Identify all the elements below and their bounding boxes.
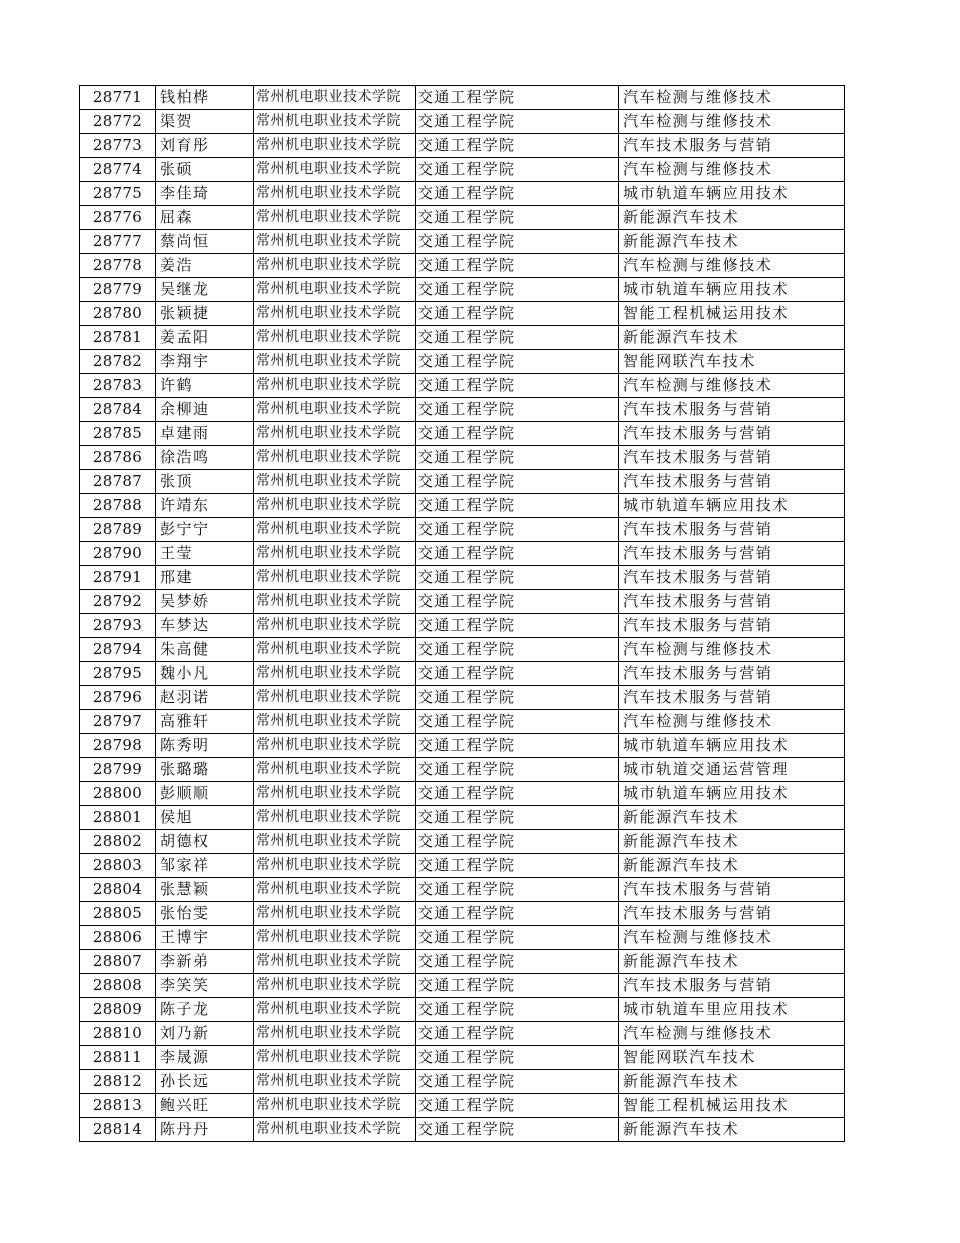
table-row	[80, 950, 845, 974]
table-row	[80, 134, 845, 158]
student-id-cell: 28802	[80, 830, 156, 854]
college-cell: 交通工程学院	[416, 758, 619, 782]
student-name-cell: 张顶	[156, 470, 254, 494]
college-cell: 交通工程学院	[416, 638, 619, 662]
college-cell: 交通工程学院	[416, 86, 619, 110]
student-name-cell: 蔡尚恒	[156, 230, 254, 254]
major-cell: 城市轨道车辆应用技术	[619, 278, 845, 302]
student-name-cell: 高雅轩	[156, 710, 254, 734]
student-name-cell: 邹家祥	[156, 854, 254, 878]
school-cell: 常州机电职业技术学院	[254, 182, 416, 206]
college-cell: 交通工程学院	[416, 326, 619, 350]
student-id-cell: 28792	[80, 590, 156, 614]
major-cell: 汽车检测与维修技术	[619, 254, 845, 278]
school-cell: 常州机电职业技术学院	[254, 926, 416, 950]
school-cell: 常州机电职业技术学院	[254, 494, 416, 518]
college-cell: 交通工程学院	[416, 206, 619, 230]
student-id-cell: 28790	[80, 542, 156, 566]
college-cell: 交通工程学院	[416, 398, 619, 422]
major-cell: 新能源汽车技术	[619, 1118, 845, 1142]
student-name-cell: 邢建	[156, 566, 254, 590]
college-cell: 交通工程学院	[416, 782, 619, 806]
major-cell: 新能源汽车技术	[619, 806, 845, 830]
college-cell: 交通工程学院	[416, 470, 619, 494]
major-cell: 汽车技术服务与营销	[619, 686, 845, 710]
table-row	[80, 446, 845, 470]
major-cell: 汽车检测与维修技术	[619, 158, 845, 182]
college-cell: 交通工程学院	[416, 902, 619, 926]
student-id-cell: 28795	[80, 662, 156, 686]
table-row	[80, 566, 845, 590]
college-cell: 交通工程学院	[416, 1070, 619, 1094]
student-id-cell: 28773	[80, 134, 156, 158]
school-cell: 常州机电职业技术学院	[254, 782, 416, 806]
college-cell: 交通工程学院	[416, 974, 619, 998]
major-cell: 汽车检测与维修技术	[619, 110, 845, 134]
student-roster-table	[79, 85, 845, 1142]
college-cell: 交通工程学院	[416, 230, 619, 254]
school-cell: 常州机电职业技术学院	[254, 134, 416, 158]
table-row	[80, 278, 845, 302]
college-cell: 交通工程学院	[416, 494, 619, 518]
school-cell: 常州机电职业技术学院	[254, 326, 416, 350]
major-cell: 汽车技术服务与营销	[619, 590, 845, 614]
major-cell: 新能源汽车技术	[619, 326, 845, 350]
student-id-cell: 28782	[80, 350, 156, 374]
student-id-cell: 28812	[80, 1070, 156, 1094]
school-cell: 常州机电职业技术学院	[254, 158, 416, 182]
student-id-cell: 28813	[80, 1094, 156, 1118]
major-cell: 汽车技术服务与营销	[619, 902, 845, 926]
student-id-cell: 28776	[80, 206, 156, 230]
student-id-cell: 28785	[80, 422, 156, 446]
student-id-cell: 28805	[80, 902, 156, 926]
student-id-cell: 28809	[80, 998, 156, 1022]
college-cell: 交通工程学院	[416, 1046, 619, 1070]
school-cell: 常州机电职业技术学院	[254, 734, 416, 758]
table-row	[80, 902, 845, 926]
student-name-cell: 李佳琦	[156, 182, 254, 206]
college-cell: 交通工程学院	[416, 806, 619, 830]
college-cell: 交通工程学院	[416, 662, 619, 686]
student-name-cell: 陈子龙	[156, 998, 254, 1022]
table-row	[80, 350, 845, 374]
student-name-cell: 许靖东	[156, 494, 254, 518]
table-row	[80, 782, 845, 806]
college-cell: 交通工程学院	[416, 1022, 619, 1046]
student-id-cell: 28807	[80, 950, 156, 974]
college-cell: 交通工程学院	[416, 998, 619, 1022]
major-cell: 城市轨道车辆应用技术	[619, 494, 845, 518]
student-name-cell: 吴梦娇	[156, 590, 254, 614]
student-name-cell: 朱高健	[156, 638, 254, 662]
college-cell: 交通工程学院	[416, 422, 619, 446]
major-cell: 汽车技术服务与营销	[619, 398, 845, 422]
table-row	[80, 206, 845, 230]
school-cell: 常州机电职业技术学院	[254, 686, 416, 710]
major-cell: 汽车检测与维修技术	[619, 638, 845, 662]
college-cell: 交通工程学院	[416, 950, 619, 974]
student-id-cell: 28801	[80, 806, 156, 830]
major-cell: 汽车技术服务与营销	[619, 878, 845, 902]
school-cell: 常州机电职业技术学院	[254, 950, 416, 974]
table-row	[80, 662, 845, 686]
student-name-cell: 钱柏桦	[156, 86, 254, 110]
table-row	[80, 110, 845, 134]
student-name-cell: 车梦达	[156, 614, 254, 638]
school-cell: 常州机电职业技术学院	[254, 86, 416, 110]
school-cell: 常州机电职业技术学院	[254, 230, 416, 254]
table-row	[80, 614, 845, 638]
college-cell: 交通工程学院	[416, 134, 619, 158]
college-cell: 交通工程学院	[416, 614, 619, 638]
student-name-cell: 屈森	[156, 206, 254, 230]
school-cell: 常州机电职业技术学院	[254, 638, 416, 662]
student-id-cell: 28798	[80, 734, 156, 758]
student-name-cell: 李新弟	[156, 950, 254, 974]
student-id-cell: 28780	[80, 302, 156, 326]
major-cell: 汽车检测与维修技术	[619, 1022, 845, 1046]
student-name-cell: 彭顺顺	[156, 782, 254, 806]
table-row	[80, 398, 845, 422]
school-cell: 常州机电职业技术学院	[254, 974, 416, 998]
college-cell: 交通工程学院	[416, 1118, 619, 1142]
major-cell: 新能源汽车技术	[619, 854, 845, 878]
student-id-cell: 28777	[80, 230, 156, 254]
school-cell: 常州机电职业技术学院	[254, 446, 416, 470]
table-row	[80, 830, 845, 854]
table-row	[80, 494, 845, 518]
student-name-cell: 渠贺	[156, 110, 254, 134]
school-cell: 常州机电职业技术学院	[254, 278, 416, 302]
major-cell: 汽车技术服务与营销	[619, 542, 845, 566]
school-cell: 常州机电职业技术学院	[254, 1046, 416, 1070]
student-name-cell: 卓建雨	[156, 422, 254, 446]
student-name-cell: 王博宇	[156, 926, 254, 950]
student-id-cell: 28787	[80, 470, 156, 494]
student-name-cell: 陈秀明	[156, 734, 254, 758]
school-cell: 常州机电职业技术学院	[254, 1118, 416, 1142]
school-cell: 常州机电职业技术学院	[254, 422, 416, 446]
college-cell: 交通工程学院	[416, 158, 619, 182]
student-id-cell: 28810	[80, 1022, 156, 1046]
college-cell: 交通工程学院	[416, 278, 619, 302]
table-row	[80, 998, 845, 1022]
student-id-cell: 28806	[80, 926, 156, 950]
table-row	[80, 182, 845, 206]
table-row	[80, 326, 845, 350]
school-cell: 常州机电职业技术学院	[254, 1094, 416, 1118]
table-row	[80, 686, 845, 710]
table-row	[80, 710, 845, 734]
table-row	[80, 422, 845, 446]
table-row	[80, 926, 845, 950]
student-name-cell: 赵羽诺	[156, 686, 254, 710]
table-row	[80, 758, 845, 782]
school-cell: 常州机电职业技术学院	[254, 878, 416, 902]
major-cell: 汽车技术服务与营销	[619, 566, 845, 590]
student-name-cell: 吴继龙	[156, 278, 254, 302]
student-id-cell: 28781	[80, 326, 156, 350]
major-cell: 城市轨道车里应用技术	[619, 998, 845, 1022]
school-cell: 常州机电职业技术学院	[254, 374, 416, 398]
college-cell: 交通工程学院	[416, 830, 619, 854]
school-cell: 常州机电职业技术学院	[254, 398, 416, 422]
major-cell: 汽车技术服务与营销	[619, 662, 845, 686]
major-cell: 汽车技术服务与营销	[619, 614, 845, 638]
school-cell: 常州机电职业技术学院	[254, 470, 416, 494]
student-id-cell: 28778	[80, 254, 156, 278]
table-row	[80, 1118, 845, 1142]
major-cell: 城市轨道车辆应用技术	[619, 734, 845, 758]
student-id-cell: 28774	[80, 158, 156, 182]
major-cell: 汽车检测与维修技术	[619, 374, 845, 398]
school-cell: 常州机电职业技术学院	[254, 662, 416, 686]
school-cell: 常州机电职业技术学院	[254, 302, 416, 326]
table-row	[80, 878, 845, 902]
student-name-cell: 李笑笑	[156, 974, 254, 998]
college-cell: 交通工程学院	[416, 1094, 619, 1118]
school-cell: 常州机电职业技术学院	[254, 1070, 416, 1094]
student-id-cell: 28786	[80, 446, 156, 470]
student-id-cell: 28808	[80, 974, 156, 998]
major-cell: 城市轨道车辆应用技术	[619, 182, 845, 206]
student-id-cell: 28794	[80, 638, 156, 662]
student-name-cell: 彭宁宁	[156, 518, 254, 542]
table-row	[80, 254, 845, 278]
student-name-cell: 姜浩	[156, 254, 254, 278]
student-id-cell: 28789	[80, 518, 156, 542]
student-name-cell: 余柳迪	[156, 398, 254, 422]
college-cell: 交通工程学院	[416, 566, 619, 590]
school-cell: 常州机电职业技术学院	[254, 902, 416, 926]
school-cell: 常州机电职业技术学院	[254, 110, 416, 134]
table-row	[80, 374, 845, 398]
student-id-cell: 28791	[80, 566, 156, 590]
major-cell: 新能源汽车技术	[619, 1070, 845, 1094]
student-name-cell: 姜孟阳	[156, 326, 254, 350]
table-row	[80, 974, 845, 998]
school-cell: 常州机电职业技术学院	[254, 710, 416, 734]
student-id-cell: 28775	[80, 182, 156, 206]
student-name-cell: 张璐璐	[156, 758, 254, 782]
table-row	[80, 590, 845, 614]
major-cell: 汽车技术服务与营销	[619, 518, 845, 542]
student-name-cell: 魏小凡	[156, 662, 254, 686]
major-cell: 城市轨道车辆应用技术	[619, 782, 845, 806]
college-cell: 交通工程学院	[416, 302, 619, 326]
college-cell: 交通工程学院	[416, 350, 619, 374]
student-id-cell: 28793	[80, 614, 156, 638]
school-cell: 常州机电职业技术学院	[254, 614, 416, 638]
major-cell: 汽车技术服务与营销	[619, 470, 845, 494]
student-name-cell: 许鹤	[156, 374, 254, 398]
college-cell: 交通工程学院	[416, 542, 619, 566]
student-id-cell: 28783	[80, 374, 156, 398]
student-id-cell: 28784	[80, 398, 156, 422]
major-cell: 汽车技术服务与营销	[619, 974, 845, 998]
student-name-cell: 胡德权	[156, 830, 254, 854]
college-cell: 交通工程学院	[416, 182, 619, 206]
student-name-cell: 张慧颖	[156, 878, 254, 902]
student-id-cell: 28788	[80, 494, 156, 518]
major-cell: 汽车检测与维修技术	[619, 710, 845, 734]
school-cell: 常州机电职业技术学院	[254, 350, 416, 374]
school-cell: 常州机电职业技术学院	[254, 1022, 416, 1046]
student-name-cell: 刘乃新	[156, 1022, 254, 1046]
major-cell: 汽车技术服务与营销	[619, 134, 845, 158]
major-cell: 新能源汽车技术	[619, 230, 845, 254]
table-row	[80, 302, 845, 326]
school-cell: 常州机电职业技术学院	[254, 542, 416, 566]
school-cell: 常州机电职业技术学院	[254, 998, 416, 1022]
table-row	[80, 158, 845, 182]
table-row	[80, 542, 845, 566]
student-name-cell: 张怡雯	[156, 902, 254, 926]
student-id-cell: 28800	[80, 782, 156, 806]
major-cell: 城市轨道交通运营管理	[619, 758, 845, 782]
table-row	[80, 1022, 845, 1046]
college-cell: 交通工程学院	[416, 878, 619, 902]
student-name-cell: 鲍兴旺	[156, 1094, 254, 1118]
student-name-cell: 李晟源	[156, 1046, 254, 1070]
major-cell: 智能工程机械运用技术	[619, 1094, 845, 1118]
student-id-cell: 28771	[80, 86, 156, 110]
major-cell: 新能源汽车技术	[619, 950, 845, 974]
major-cell: 汽车技术服务与营销	[619, 422, 845, 446]
college-cell: 交通工程学院	[416, 254, 619, 278]
table-row	[80, 470, 845, 494]
student-id-cell: 28772	[80, 110, 156, 134]
table-row	[80, 518, 845, 542]
major-cell: 新能源汽车技术	[619, 206, 845, 230]
table-row	[80, 854, 845, 878]
student-name-cell: 孙长远	[156, 1070, 254, 1094]
college-cell: 交通工程学院	[416, 686, 619, 710]
major-cell: 新能源汽车技术	[619, 830, 845, 854]
school-cell: 常州机电职业技术学院	[254, 590, 416, 614]
student-id-cell: 28796	[80, 686, 156, 710]
school-cell: 常州机电职业技术学院	[254, 830, 416, 854]
table-row	[80, 734, 845, 758]
major-cell: 智能网联汽车技术	[619, 1046, 845, 1070]
school-cell: 常州机电职业技术学院	[254, 566, 416, 590]
student-name-cell: 陈丹丹	[156, 1118, 254, 1142]
school-cell: 常州机电职业技术学院	[254, 806, 416, 830]
major-cell: 汽车检测与维修技术	[619, 86, 845, 110]
school-cell: 常州机电职业技术学院	[254, 254, 416, 278]
college-cell: 交通工程学院	[416, 446, 619, 470]
student-id-cell: 28804	[80, 878, 156, 902]
table-row	[80, 638, 845, 662]
table-row	[80, 1070, 845, 1094]
college-cell: 交通工程学院	[416, 374, 619, 398]
table-row	[80, 806, 845, 830]
school-cell: 常州机电职业技术学院	[254, 854, 416, 878]
college-cell: 交通工程学院	[416, 110, 619, 134]
table-row	[80, 1046, 845, 1070]
student-name-cell: 李翔宇	[156, 350, 254, 374]
school-cell: 常州机电职业技术学院	[254, 758, 416, 782]
college-cell: 交通工程学院	[416, 734, 619, 758]
student-id-cell: 28799	[80, 758, 156, 782]
student-id-cell: 28779	[80, 278, 156, 302]
roster-table-body	[80, 86, 845, 1142]
student-name-cell: 侯旭	[156, 806, 254, 830]
major-cell: 智能工程机械运用技术	[619, 302, 845, 326]
college-cell: 交通工程学院	[416, 710, 619, 734]
student-name-cell: 张颖捷	[156, 302, 254, 326]
school-cell: 常州机电职业技术学院	[254, 206, 416, 230]
student-name-cell: 刘育彤	[156, 134, 254, 158]
major-cell: 智能网联汽车技术	[619, 350, 845, 374]
table-row	[80, 86, 845, 110]
student-id-cell: 28803	[80, 854, 156, 878]
college-cell: 交通工程学院	[416, 854, 619, 878]
student-name-cell: 王莹	[156, 542, 254, 566]
table-row	[80, 230, 845, 254]
table-row	[80, 1094, 845, 1118]
student-id-cell: 28797	[80, 710, 156, 734]
school-cell: 常州机电职业技术学院	[254, 518, 416, 542]
college-cell: 交通工程学院	[416, 926, 619, 950]
student-id-cell: 28814	[80, 1118, 156, 1142]
student-id-cell: 28811	[80, 1046, 156, 1070]
major-cell: 汽车检测与维修技术	[619, 926, 845, 950]
college-cell: 交通工程学院	[416, 590, 619, 614]
college-cell: 交通工程学院	[416, 518, 619, 542]
major-cell: 汽车技术服务与营销	[619, 446, 845, 470]
student-name-cell: 徐浩鸣	[156, 446, 254, 470]
student-name-cell: 张硕	[156, 158, 254, 182]
